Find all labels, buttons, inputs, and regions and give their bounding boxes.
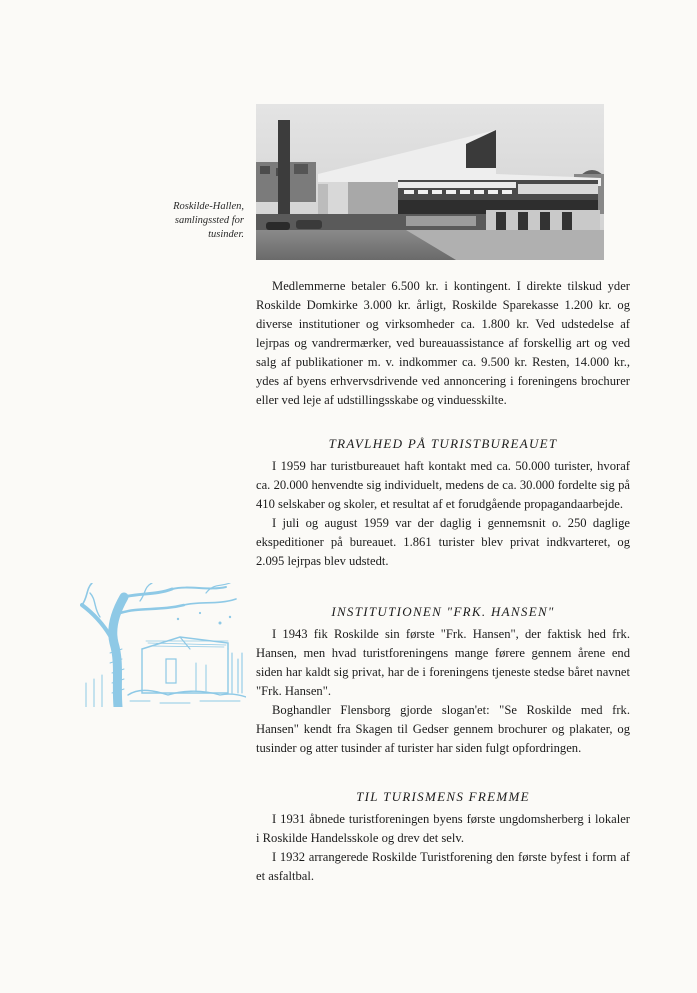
paragraph: Boghandler Flensborg gjorde slogan'et: "Se Roskilde med frk. Hansen" kendt fra Skagen til Gedser gennem brochurer og plakater, og tusinder og atter tusinder af turister har siden fulgt opfordringen. (256, 703, 630, 755)
photo-caption: Roskilde-Hallen, samlingssted for tusinder. (173, 201, 244, 240)
paragraph: I 1943 fik Roskilde sin første "Frk. Hansen", der faktisk hed frk. Hansen, men hvad turistforeningens mange førere gennem årene end siden har kaldt sig privat, har de i foreningens tjeneste stedse båret navnet "Frk. Hansen". (256, 627, 630, 698)
intro-text-block (256, 277, 630, 410)
paragraph: I 1932 arrangerede Roskilde Turistforening den første byfest i form af et asfaltbal. (256, 850, 630, 883)
section-travlhed-text (256, 457, 630, 571)
intro-paragraph: Medlemmerne betaler 6.500 kr. i kontingent. I direkte tilskud yder Roskilde Domkirke 3.000 kr. årligt, Roskilde Sparekasse 1.200 kr. og diverse institutioner og virksomheder ca. 1.800 kr. Ved udstedelse af lejrpas og vandrermærker, ved bureauassistance af forskellig art og ved salg af publikationer m. v. indkommer ca. 9.500 kr. Resten, 14.000 kr., ydes af byens erhvervsdrivende ved annoncering i foreningens brochurer eller ved leje af udstillingsskabe og vinduesskilte. (256, 279, 630, 407)
paragraph: I 1931 åbnede turistforeningen byens første ungdomsherberg i lokaler i Roskilde Handelsskole og drev det selv. (256, 812, 630, 845)
roskilde-hallen-photo (256, 104, 604, 260)
paragraph: I juli og august 1959 var der daglig i gennemsnit o. 250 daglige ekspeditioner på bureauet. 1.861 turister blev privat indkvarteret, og 2.095 lejrpas blev udstedt. (256, 516, 630, 568)
section-heading-travlhed: TRAVLHED PÅ TURISTBUREAUET (328, 436, 558, 451)
paragraph: I 1959 har turistbureauet haft kontakt med ca. 50.000 turister, hvoraf ca. 20.000 henvendte sig individuelt, medens de ca. 30.000 fordelte sig på 410 selskaber og skoler, et resultat af et forudgående propagandaarbejde. (256, 459, 630, 511)
section-heading-turismens-fremme: TIL TURISMENS FREMME (356, 789, 530, 804)
section-frk-hansen-text (256, 625, 630, 758)
section-heading-frk-hansen: INSTITUTIONEN "FRK. HANSEN" (331, 604, 555, 619)
section-turismens-fremme-text (256, 810, 630, 886)
church-sketch-illustration (80, 583, 246, 707)
